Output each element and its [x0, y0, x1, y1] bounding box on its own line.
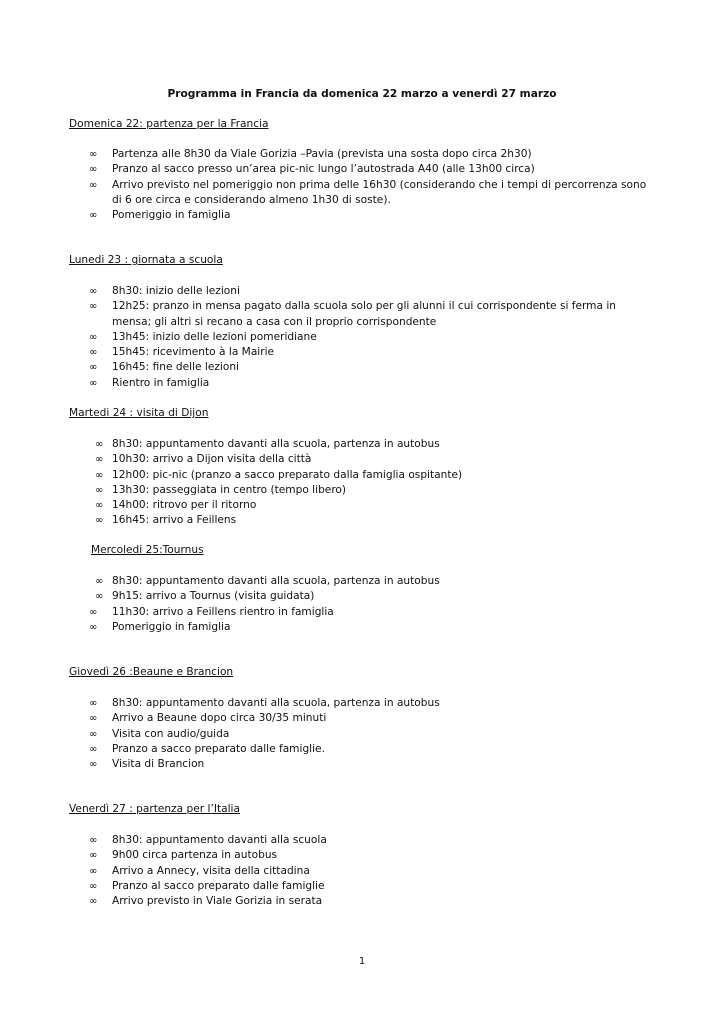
infinity-bullet-icon: ∞: [95, 515, 104, 527]
list-item: ∞ Arrivo a Annecy, visita della cittadina: [0, 864, 724, 879]
infinity-bullet-icon: ∞: [89, 301, 98, 313]
list-item: ∞ 9h00 circa partenza in autobus: [0, 848, 724, 863]
infinity-bullet-icon: ∞: [89, 835, 98, 846]
list-item: ∞ 11h30: arrivo a Feillens rientro in famiglia: [0, 605, 724, 620]
list-item: ∞ 13h45: inizio delle lezioni pomeridiane: [0, 330, 724, 345]
list-item: ∞ Pranzo al sacco preparato dalle famiglie: [0, 879, 724, 894]
list-item: ∞ 13h30: passeggiata in centro (tempo libero): [0, 483, 724, 498]
day-heading-domenica: Domenica 22: partenza per la Francia: [69, 118, 269, 130]
infinity-bullet-icon: ∞: [95, 439, 104, 450]
infinity-bullet-icon: ∞: [89, 880, 98, 892]
list-item: ∞ Arrivo a Beaune dopo circa 30/35 minuti: [0, 711, 724, 726]
list-item: ∞ Pranzo al sacco presso un’area pic-nic lungo l’autostrada A40 (alle 13h00 circa): [0, 162, 724, 177]
infinity-bullet-icon: ∞: [89, 164, 98, 176]
list-item: ∞ Pranzo a sacco preparato dalle famiglie.: [0, 742, 724, 757]
list-item: ∞ 9h15: arrivo a Tournus (visita guidata): [0, 589, 724, 604]
list-item: ∞ 12h00: pic-nic (pranzo a sacco preparato dalla famiglia ospitante): [0, 468, 724, 483]
document-title: Programma in Francia da domenica 22 marzo a venerdì 27 marzo: [167, 88, 557, 100]
infinity-bullet-icon: ∞: [89, 743, 98, 755]
infinity-bullet-icon: ∞: [95, 484, 104, 496]
list-item: ∞ 8h30: appuntamento davanti alla scuola: [0, 833, 724, 848]
day-list-venerdi: [0, 833, 724, 909]
list-item: ∞ 14h00: ritrovo per il ritorno: [0, 498, 724, 513]
infinity-bullet-icon: ∞: [89, 850, 98, 862]
list-item: ∞ Visita con audio/guida: [0, 727, 724, 742]
page-number: 1: [358, 956, 366, 967]
day-heading-lunedi: Lunedi 23 : giornata a scuola: [69, 254, 223, 266]
list-item: ∞ 12h25: pranzo in mensa pagato dalla scuola solo per gli alunni il cui corrispondente si ferma in mensa; gli altri si recano a casa con il proprio corrispondente: [89, 300, 617, 328]
list-item: ∞ 16h45: arrivo a Feillens: [0, 513, 724, 528]
infinity-bullet-icon: ∞: [89, 149, 98, 160]
infinity-bullet-icon: ∞: [89, 179, 98, 191]
list-item: ∞ Pomeriggio in famiglia: [0, 208, 724, 223]
infinity-bullet-icon: ∞: [89, 728, 98, 740]
list-item: ∞ 8h30: appuntamento davanti alla scuola, partenza in autobus: [0, 574, 724, 589]
infinity-bullet-icon: ∞: [89, 377, 98, 389]
infinity-bullet-icon: ∞: [89, 621, 98, 633]
list-item: ∞ 8h30: inizio delle lezioni: [0, 284, 724, 299]
infinity-bullet-icon: ∞: [95, 469, 104, 481]
list-item: ∞ 8h30: appuntamento davanti alla scuola, partenza in autobus: [0, 437, 724, 452]
infinity-bullet-icon: ∞: [89, 362, 98, 374]
infinity-bullet-icon: ∞: [89, 606, 98, 618]
list-item: ∞ 10h30: arrivo a Dijon visita della città: [0, 452, 724, 467]
day-list-mercoledi: [0, 574, 724, 635]
infinity-bullet-icon: ∞: [89, 865, 98, 877]
infinity-bullet-icon: ∞: [89, 210, 98, 222]
infinity-bullet-icon: ∞: [89, 896, 98, 908]
infinity-bullet-icon: ∞: [89, 759, 98, 771]
infinity-bullet-icon: ∞: [95, 500, 104, 512]
infinity-bullet-icon: ∞: [89, 713, 98, 725]
infinity-bullet-icon: ∞: [95, 591, 104, 603]
list-item: ∞ 15h45: ricevimento à la Mairie: [0, 345, 724, 360]
infinity-bullet-icon: ∞: [89, 331, 98, 343]
day-list-lunedi: [0, 284, 724, 391]
list-item: ∞ Arrivo previsto in Viale Gorizia in serata: [0, 894, 724, 909]
infinity-bullet-icon: ∞: [89, 698, 98, 709]
list-item: ∞ Arrivo previsto nel pomeriggio non prima delle 16h30 (considerando che i tempi di percorrenza sono di 6 ore circa e considerando almeno 1h30 di soste).: [89, 178, 647, 206]
list-item: ∞ Visita di Brancion: [0, 757, 724, 772]
day-heading-venerdi: Venerdì 27 : partenza per l’Italia: [69, 803, 240, 815]
list-item: ∞ Rientro in famiglia: [0, 376, 724, 391]
infinity-bullet-icon: ∞: [89, 347, 98, 359]
day-list-martedi: [0, 437, 724, 529]
day-heading-martedi: Martedi 24 : visita di Dijon: [69, 407, 209, 419]
day-heading-mercoledi: Mercoledi 25:Tournus: [91, 544, 204, 556]
list-item: ∞ Partenza alle 8h30 da Viale Gorizia –Pavia (prevista una sosta dopo circa 2h30): [0, 147, 724, 162]
day-list-domenica: [0, 147, 724, 223]
list-item: ∞ 8h30: appuntamento davanti alla scuola, partenza in autobus: [0, 696, 724, 711]
infinity-bullet-icon: ∞: [95, 576, 104, 587]
infinity-bullet-icon: ∞: [95, 454, 104, 466]
day-list-giovedi: [0, 696, 724, 772]
list-item: ∞ 16h45: fine delle lezioni: [0, 360, 724, 375]
list-item: ∞ Pomeriggio in famiglia: [0, 620, 724, 635]
infinity-bullet-icon: ∞: [89, 286, 98, 297]
day-heading-giovedi: Giovedì 26 :Beaune e Brancion: [69, 666, 234, 678]
